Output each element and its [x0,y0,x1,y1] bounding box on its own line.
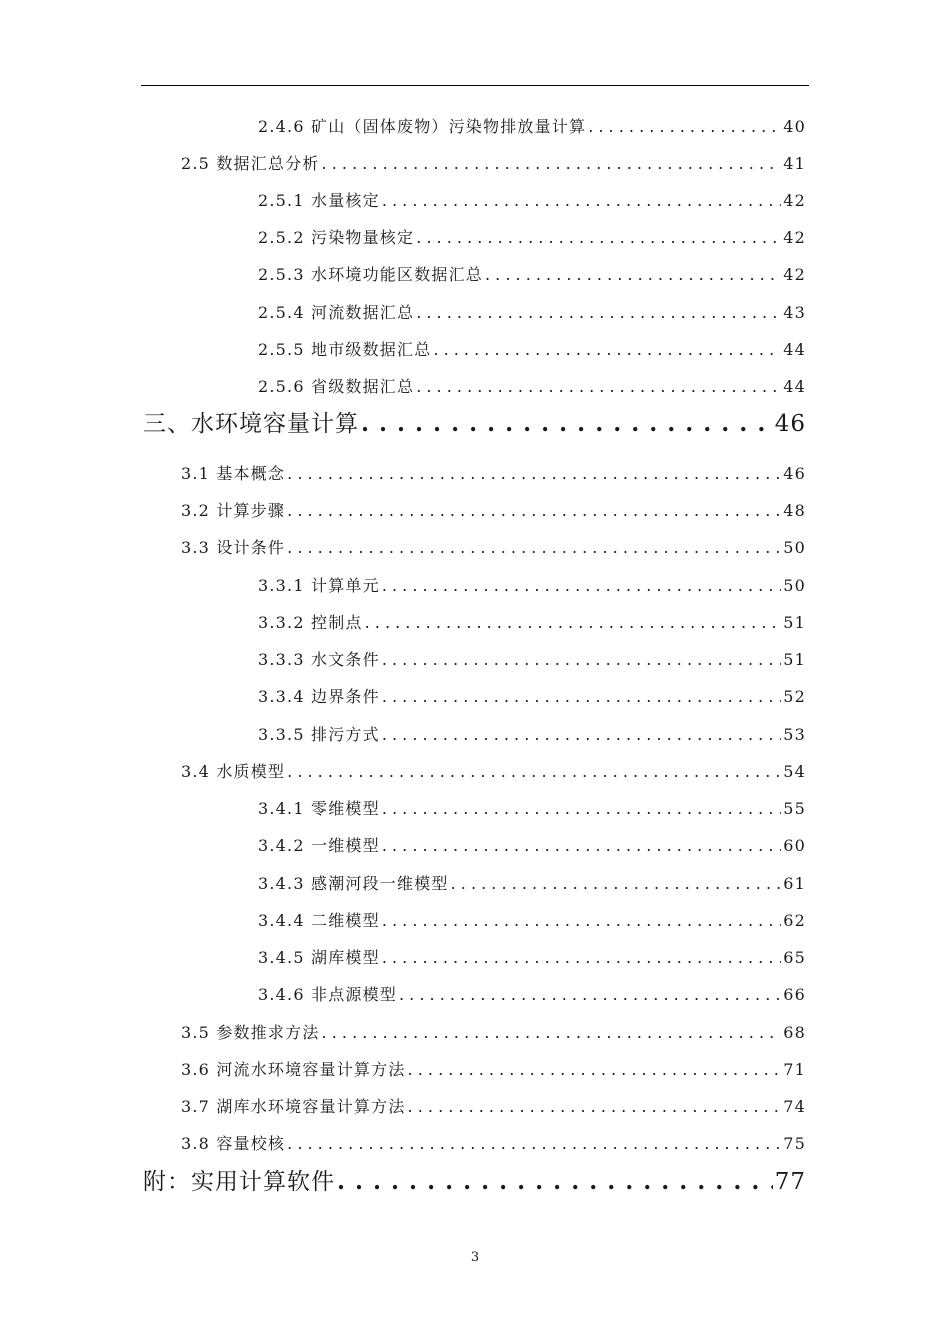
toc-entry-label: 3.3.4 边界条件 [258,687,380,706]
toc-leader-dots [416,228,781,247]
toc-leader-dots [433,340,781,359]
toc-leader-dots [588,117,781,136]
toc-entry[interactable] [258,796,806,826]
toc-entry-page: 53 [783,725,806,744]
toc-entry-label: 3.4.2 一维模型 [258,836,380,855]
toc-entry[interactable] [181,1131,806,1161]
toc-entry-label: 3.4.4 二维模型 [258,911,380,930]
toc-entry-label: 3.3.5 排污方式 [258,725,380,744]
toc-leader-dots [382,836,781,855]
toc-entry-page: 42 [783,228,806,247]
toc-entry-page: 62 [783,911,806,930]
toc-entry-label: 2.4.6 矿山（固体废物）污染物排放量计算 [258,117,587,136]
toc-entry-label: 3.4.3 感潮河段一维模型 [258,874,449,893]
toc-entry[interactable] [181,759,806,789]
toc-entry[interactable] [258,225,806,255]
toc-leader-dots [382,650,781,669]
toc-entry-page: 50 [783,576,806,595]
toc-entry-page: 71 [783,1060,806,1079]
toc-entry[interactable] [258,722,806,752]
toc-leader-dots [322,1023,782,1042]
toc-leader-dots [382,725,781,744]
toc-entry[interactable] [258,374,806,404]
toc-chapter-entry[interactable] [143,405,806,441]
toc-entry[interactable] [181,1057,806,1087]
toc-leader-dots [382,191,781,210]
toc-entry-label: 3.4 水质模型 [181,762,286,781]
toc-leader-dots [322,154,782,173]
toc-entry-label: 3.3.2 控制点 [258,613,363,632]
toc-leader-dots [361,410,773,437]
toc-entry-page: 75 [783,1134,806,1153]
toc-entry[interactable] [258,871,806,901]
toc-entry-page: 51 [783,613,806,632]
toc-entry[interactable] [258,945,806,975]
toc-leader-dots [382,911,781,930]
toc-entry-page: 40 [783,117,806,136]
toc-entry[interactable] [181,498,806,528]
toc-entry-page: 77 [774,1169,806,1195]
toc-entry-page: 51 [783,650,806,669]
toc-entry-label: 3.2 计算步骤 [181,501,286,520]
toc-entry-label: 3.4.6 非点源模型 [258,985,397,1004]
toc-entry-page: 74 [783,1097,806,1116]
toc-leader-dots [382,799,781,818]
toc-entry[interactable] [181,151,806,181]
toc-entry[interactable] [258,337,806,367]
toc-entry-label: 3.7 湖库水环境容量计算方法 [181,1097,406,1116]
page-number: 3 [470,1250,480,1265]
toc-entry-label: 3.3 设计条件 [181,538,286,557]
toc-entry-label: 3.1 基本概念 [181,464,286,483]
toc-entry-page: 42 [783,265,806,284]
toc-entry[interactable] [258,908,806,938]
toc-entry[interactable] [258,982,806,1012]
toc-leader-dots [399,985,781,1004]
toc-leader-dots [382,687,781,706]
toc-entry[interactable] [258,188,806,218]
toc-leader-dots [408,1097,782,1116]
toc-entry-page: 42 [783,191,806,210]
toc-leader-dots [485,265,781,284]
toc-entry[interactable] [181,535,806,565]
toc-leader-dots [365,613,782,632]
toc-entry-label: 2.5.3 水环境功能区数据汇总 [258,265,483,284]
toc-entry[interactable] [181,461,806,491]
toc-entry[interactable] [258,114,806,144]
toc-entry-page: 41 [783,154,806,173]
toc-entry-page: 65 [783,948,806,967]
toc-entry-label: 3.3.3 水文条件 [258,650,380,669]
toc-entry-page: 46 [774,411,806,437]
toc-leader-dots [408,1060,782,1079]
toc-leader-dots [287,1134,781,1153]
toc-leader-dots [416,303,781,322]
toc-entry-label: 2.5.2 污染物量核定 [258,228,415,247]
toc-leader-dots [382,948,781,967]
toc-entry-page: 66 [783,985,806,1004]
toc-entry-label: 2.5.4 河流数据汇总 [258,303,415,322]
toc-entry-label: 2.5 数据汇总分析 [181,154,320,173]
toc-entry-label: 三、水环境容量计算 [143,411,359,437]
toc-entry-page: 44 [783,377,806,396]
toc-entry-page: 60 [783,836,806,855]
toc-leader-dots [287,464,781,483]
toc-entry-page: 61 [783,874,806,893]
toc-entry[interactable] [258,833,806,863]
toc-entry[interactable] [258,647,806,677]
toc-entry-page: 52 [783,687,806,706]
toc-entry-label: 2.5.1 水量核定 [258,191,380,210]
toc-entry[interactable] [258,573,806,603]
toc-entry-label: 3.3.1 计算单元 [258,576,380,595]
toc-entry[interactable] [258,300,806,330]
toc-entry[interactable] [258,684,806,714]
toc-entry-label: 2.5.5 地市级数据汇总 [258,340,432,359]
toc-leader-dots [416,377,781,396]
toc-entry[interactable] [181,1020,806,1050]
toc-entry[interactable] [258,262,806,292]
toc-entry[interactable] [258,610,806,640]
toc-entry-page: 44 [783,340,806,359]
toc-chapter-entry[interactable] [143,1163,806,1199]
toc-entry-label: 3.4.1 零维模型 [258,799,380,818]
toc-entry-label: 3.5 参数推求方法 [181,1023,320,1042]
toc-entry-page: 55 [783,799,806,818]
toc-entry-page: 46 [783,464,806,483]
toc-entry-page: 43 [783,303,806,322]
toc-entry-page: 54 [783,762,806,781]
toc-entry[interactable] [181,1094,806,1124]
toc-leader-dots [451,874,782,893]
toc-entry-page: 48 [783,501,806,520]
toc-leader-dots [287,538,781,557]
toc-entry-label: 附：实用计算软件 [143,1169,335,1195]
toc-entry-label: 3.8 容量校核 [181,1134,286,1153]
toc-leader-dots [287,501,781,520]
toc-leader-dots [382,576,781,595]
toc-entry-page: 50 [783,538,806,557]
toc-leader-dots [337,1168,773,1195]
toc-entry-label: 3.4.5 湖库模型 [258,948,380,967]
toc-leader-dots [287,762,781,781]
toc-entry-page: 68 [783,1023,806,1042]
toc-entry-label: 2.5.6 省级数据汇总 [258,377,415,396]
toc-entry-label: 3.6 河流水环境容量计算方法 [181,1060,406,1079]
